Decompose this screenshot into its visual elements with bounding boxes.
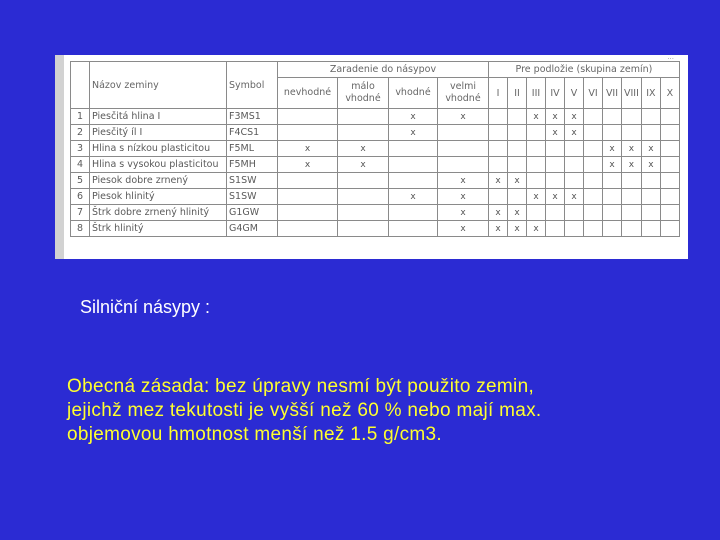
mark-cell [338, 221, 389, 237]
mark-cell: x [489, 221, 508, 237]
mark-cell [338, 173, 389, 189]
mark-cell: x [641, 157, 660, 173]
body-text [67, 375, 707, 447]
mark-cell [622, 189, 642, 205]
mark-cell [278, 109, 338, 125]
row-number: 7 [71, 205, 90, 221]
mark-cell [584, 109, 603, 125]
mark-cell [565, 141, 584, 157]
mark-cell [641, 173, 660, 189]
mark-cell: x [603, 141, 622, 157]
mark-cell: x [489, 173, 508, 189]
mark-cell: x [438, 221, 489, 237]
soil-symbol: F5ML [227, 141, 278, 157]
podlozie-col-header: III [527, 78, 546, 109]
mark-cell: x [508, 173, 527, 189]
mark-cell [389, 173, 438, 189]
mark-cell [389, 141, 438, 157]
table-row [71, 141, 680, 157]
mark-cell: x [527, 189, 546, 205]
mark-cell [438, 125, 489, 141]
mark-cell [527, 205, 546, 221]
soil-symbol: F5MH [227, 157, 278, 173]
mark-cell [603, 205, 622, 221]
mark-cell: x [546, 189, 565, 205]
mark-cell: x [389, 109, 438, 125]
mark-cell [622, 173, 642, 189]
mark-cell [527, 141, 546, 157]
podlozie-col-header: IX [641, 78, 660, 109]
soil-name: Piesok hlinitý [90, 189, 227, 205]
mark-cell [278, 189, 338, 205]
mark-cell [389, 157, 438, 173]
row-number: 3 [71, 141, 90, 157]
mark-cell: x [489, 205, 508, 221]
mark-cell: x [565, 109, 584, 125]
table-body [71, 109, 680, 237]
mark-cell [278, 205, 338, 221]
mark-cell [278, 221, 338, 237]
row-number: 2 [71, 125, 90, 141]
section-heading: Silniční násypy : [80, 297, 211, 317]
zaradenie-col-header: velmi vhodné [438, 78, 489, 109]
mark-cell: x [603, 157, 622, 173]
mark-cell [278, 173, 338, 189]
mark-cell [622, 109, 642, 125]
podlozie-col-header: II [508, 78, 527, 109]
mark-cell [546, 173, 565, 189]
body-line-1: Obecná zásada: bez úpravy nesmí být použito zemin, [67, 376, 535, 397]
soil-name: Hlina s vysokou plasticitou [90, 157, 227, 173]
table-row [71, 125, 680, 141]
mark-cell [489, 189, 508, 205]
mark-cell [584, 157, 603, 173]
mark-cell [565, 205, 584, 221]
mark-cell [527, 125, 546, 141]
mark-cell [438, 157, 489, 173]
mark-cell: x [438, 173, 489, 189]
mark-cell [278, 125, 338, 141]
mark-cell [527, 157, 546, 173]
mark-cell: x [508, 221, 527, 237]
mark-cell [641, 109, 660, 125]
row-number: 5 [71, 173, 90, 189]
zaradenie-col-header: vhodné [389, 78, 438, 109]
mark-cell: x [438, 189, 489, 205]
mark-cell [584, 125, 603, 141]
mark-cell [508, 141, 527, 157]
mark-cell [660, 109, 679, 125]
mark-cell [508, 157, 527, 173]
mark-cell [641, 189, 660, 205]
mark-cell [660, 157, 679, 173]
mark-cell [603, 125, 622, 141]
podlozie-col-header: IV [546, 78, 565, 109]
mark-cell [660, 205, 679, 221]
zaradenie-header: Zaradenie do násypov [278, 62, 489, 78]
table-row [71, 189, 680, 205]
mark-cell [338, 125, 389, 141]
mark-cell: x [546, 109, 565, 125]
mark-cell [565, 173, 584, 189]
soil-name: Piesčitá hlina I [90, 109, 227, 125]
row-number-header [71, 62, 90, 109]
row-number: 1 [71, 109, 90, 125]
zaradenie-col-header: nevhodné [278, 78, 338, 109]
table-row [71, 109, 680, 125]
soil-symbol: G4GM [227, 221, 278, 237]
mark-cell [489, 141, 508, 157]
mark-cell [546, 205, 565, 221]
mark-cell [603, 173, 622, 189]
mark-cell [660, 221, 679, 237]
podlozie-header: Pre podložie (skupina zemín) [489, 62, 680, 78]
mark-cell: x [438, 205, 489, 221]
mark-cell: x [278, 157, 338, 173]
mark-cell [338, 109, 389, 125]
mark-cell [527, 173, 546, 189]
soil-symbol: S1SW [227, 173, 278, 189]
mark-cell [438, 141, 489, 157]
podlozie-col-header: V [565, 78, 584, 109]
mark-cell [546, 157, 565, 173]
row-number: 8 [71, 221, 90, 237]
soil-name: Štrk hlinitý [90, 221, 227, 237]
mark-cell [584, 205, 603, 221]
mark-cell [622, 125, 642, 141]
mark-cell: x [622, 141, 642, 157]
soil-name: Hlina s nízkou plasticitou [90, 141, 227, 157]
mark-cell [660, 189, 679, 205]
mark-cell: x [508, 205, 527, 221]
mark-cell [508, 109, 527, 125]
mark-cell [584, 173, 603, 189]
soil-classification-table-image [55, 55, 688, 259]
podlozie-col-header: VIII [622, 78, 642, 109]
soil-name: Piesčitý íl I [90, 125, 227, 141]
soil-name: Štrk dobre zrnený hlinitý [90, 205, 227, 221]
mark-cell [584, 141, 603, 157]
mark-cell [489, 157, 508, 173]
table-row [71, 221, 680, 237]
mark-cell [489, 125, 508, 141]
row-number: 6 [71, 189, 90, 205]
mark-cell [603, 109, 622, 125]
mark-cell [389, 205, 438, 221]
mark-cell: x [565, 125, 584, 141]
mark-cell: x [278, 141, 338, 157]
mark-cell [565, 221, 584, 237]
mark-cell [565, 157, 584, 173]
mark-cell [546, 221, 565, 237]
podlozie-col-header: X [660, 78, 679, 109]
mark-cell: x [527, 221, 546, 237]
mark-cell: x [565, 189, 584, 205]
mark-cell [508, 125, 527, 141]
soil-symbol: F4CS1 [227, 125, 278, 141]
mark-cell [660, 141, 679, 157]
podlozie-col-header: VI [584, 78, 603, 109]
mark-cell [603, 221, 622, 237]
mark-cell [603, 189, 622, 205]
mark-cell [546, 141, 565, 157]
row-number: 4 [71, 157, 90, 173]
mark-cell [641, 125, 660, 141]
soil-table [70, 61, 680, 237]
podlozie-col-header: I [489, 78, 508, 109]
mark-cell [660, 173, 679, 189]
soil-name: Piesok dobre zrnený [90, 173, 227, 189]
zaradenie-col-header: málo vhodné [338, 78, 389, 109]
mark-cell [641, 205, 660, 221]
mark-cell [622, 221, 642, 237]
mark-cell [489, 109, 508, 125]
body-line-3: objemovou hmotnost menší než 1.5 g/cm3. [67, 424, 443, 445]
table-row [71, 173, 680, 189]
podlozie-col-header: VII [603, 78, 622, 109]
mark-cell [660, 125, 679, 141]
soil-name-header: Názov zeminy [90, 62, 227, 109]
mark-cell: x [546, 125, 565, 141]
mark-cell: x [622, 157, 642, 173]
mark-cell: x [527, 109, 546, 125]
mark-cell [508, 189, 527, 205]
mark-cell: x [389, 125, 438, 141]
mark-cell [641, 221, 660, 237]
mark-cell [338, 205, 389, 221]
mark-cell: x [338, 141, 389, 157]
body-line-2: jejichž mez tekutosti je vyšší než 60 % nebo mají max. [67, 400, 542, 421]
mark-cell [584, 189, 603, 205]
mark-cell: x [641, 141, 660, 157]
soil-symbol: S1SW [227, 189, 278, 205]
soil-symbol: F3MS1 [227, 109, 278, 125]
soil-symbol: G1GW [227, 205, 278, 221]
corner-note: ... [667, 53, 674, 61]
table-row [71, 157, 680, 173]
mark-cell [584, 221, 603, 237]
mark-cell: x [438, 109, 489, 125]
symbol-header: Symbol [227, 62, 278, 109]
mark-cell [338, 189, 389, 205]
table-row [71, 205, 680, 221]
mark-cell [622, 205, 642, 221]
mark-cell [389, 221, 438, 237]
mark-cell: x [338, 157, 389, 173]
mark-cell: x [389, 189, 438, 205]
